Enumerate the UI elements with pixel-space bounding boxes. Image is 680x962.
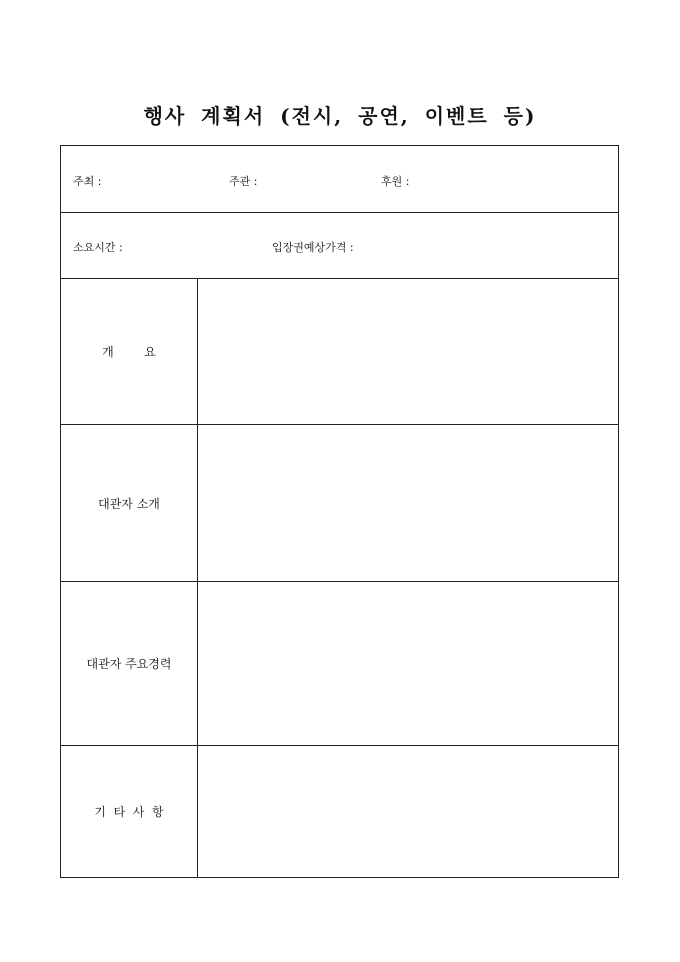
renter-career-label: 대관자 주요경력: [61, 582, 198, 745]
organizer-row: [61, 146, 618, 213]
time-price-row: [61, 213, 618, 279]
renter-intro-label: 대관자 소개: [61, 425, 198, 581]
overview-row: [61, 279, 618, 425]
renter-career-content[interactable]: [198, 582, 618, 745]
organizer-field-label: 주관 :: [229, 175, 258, 188]
page-title: 행사 계획서 (전시, 공연, 이벤트 등): [143, 104, 537, 128]
renter-intro-content[interactable]: [198, 425, 618, 581]
duration-field-label: 소요시간 :: [73, 241, 123, 254]
renter-career-row: [61, 582, 618, 746]
host-field-label: 주최 :: [73, 175, 102, 188]
renter-intro-row: [61, 425, 618, 582]
other-notes-row: [61, 746, 618, 877]
event-plan-form: [60, 145, 619, 878]
sponsor-field-label: 후원 :: [381, 175, 410, 188]
other-notes-label: 기 타 사 항: [61, 746, 198, 877]
other-notes-content[interactable]: [198, 746, 618, 877]
overview-label: 개 요: [61, 279, 198, 424]
ticket-price-field-label: 입장권예상가격 :: [272, 241, 354, 254]
overview-content[interactable]: [198, 279, 618, 424]
